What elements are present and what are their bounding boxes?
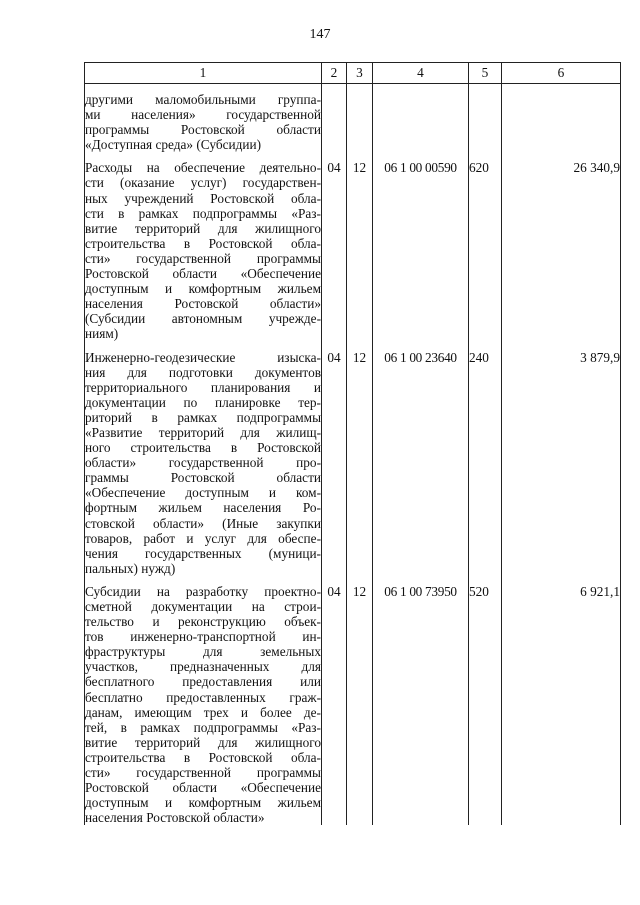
page-number: 147	[309, 27, 331, 42]
description-line: области» государственной про-	[85, 455, 321, 471]
section-code: 04	[322, 342, 347, 576]
column-header-1: 1	[85, 63, 322, 84]
row-description	[85, 152, 322, 341]
description-line: (Субсидии автономным учрежде-	[85, 311, 321, 327]
target-code: 06 1 00 00590	[373, 152, 469, 341]
description-line: строительства в Ростовской обла-	[85, 235, 321, 251]
description-line: сти» государственной программы	[85, 250, 321, 266]
budget-table	[84, 62, 621, 825]
column-header-4: 4	[373, 63, 469, 84]
description-line: ных учреждений Ростовской обла-	[85, 190, 321, 206]
description-line: фраструктуры для земельных	[85, 644, 321, 660]
column-header-5: 5	[469, 63, 502, 84]
target-code	[373, 84, 469, 153]
section-code: 04	[322, 152, 347, 341]
description-line: стовской области» (Иные закупки	[85, 515, 321, 531]
description-line: чения государственных (муници-	[85, 545, 321, 561]
section-code: 04	[322, 576, 347, 826]
expense-type-code: 620	[469, 152, 502, 341]
description-line: риторий в рамках подпрограммы	[85, 409, 321, 425]
description-line: строительства в Ростовской обла-	[85, 749, 321, 765]
description-line: ного строительства в Ростовской	[85, 440, 321, 456]
amount-value: 6 921,1	[502, 576, 621, 826]
description-line: граммы Ростовской области	[85, 470, 321, 486]
description-line: витие территорий для жилищного	[85, 734, 321, 750]
description-line: документации по планировке тер-	[85, 394, 321, 410]
description-line: территориального планирования и	[85, 379, 321, 395]
column-header-3: 3	[347, 63, 373, 84]
description-line: ниям)	[85, 326, 119, 342]
description-line: «Обеспечение доступным и ком-	[85, 485, 321, 501]
description-line: сти» государственной программы	[85, 765, 321, 781]
amount-value	[502, 84, 621, 153]
description-line: доступным и комфортным жильем	[85, 281, 321, 297]
row-description	[85, 84, 322, 153]
table-row	[85, 84, 621, 153]
table-row	[85, 342, 621, 576]
section-code	[322, 84, 347, 153]
description-line: сти (оказание услуг) государствен-	[85, 175, 321, 191]
description-line: товаров, работ и услуг для обеспе-	[85, 530, 321, 546]
description-line: Ростовской области «Обеспечение	[85, 780, 321, 796]
description-line: бесплатно предоставленных граж-	[85, 689, 321, 705]
row-description	[85, 342, 322, 576]
amount-value: 3 879,9	[502, 342, 621, 576]
description-line: пальных) нужд)	[85, 560, 176, 576]
description-line: тельство и реконструкцию объек-	[85, 614, 321, 630]
target-code: 06 1 00 23640	[373, 342, 469, 576]
description-line: тов инженерно-транспортной ин-	[85, 629, 321, 645]
description-line: «Развитие территорий для жилищ-	[85, 424, 321, 440]
description-line: тей, в рамках подпрограммы «Раз-	[85, 719, 321, 735]
description-line: Субсидии на разработку проектно-	[85, 583, 321, 599]
description-line: другими маломобильными группа-	[85, 92, 321, 107]
subsection-code	[347, 84, 373, 153]
description-line: фортным жильем населения Ро-	[85, 500, 321, 516]
description-line: ми населения» государственной	[85, 107, 321, 123]
table-row	[85, 152, 621, 341]
subsection-code: 12	[347, 576, 373, 826]
description-line: участков, предназначенных для	[85, 659, 321, 675]
row-description	[85, 576, 322, 826]
description-line: Ростовской области «Обеспечение	[85, 266, 321, 282]
description-line: программы Ростовской области	[85, 122, 321, 138]
description-line: бесплатного предоставления или	[85, 674, 321, 690]
table-body	[85, 84, 621, 826]
description-line: населения Ростовской области»	[85, 296, 321, 312]
target-code: 06 1 00 73950	[373, 576, 469, 826]
description-line: сти в рамках подпрограммы «Раз-	[85, 205, 321, 221]
description-line: «Доступная среда» (Субсидии)	[85, 137, 262, 153]
column-header-6: 6	[502, 63, 621, 84]
expense-type-code	[469, 84, 502, 153]
description-line: данам, имеющим трех и более де-	[85, 704, 321, 720]
subsection-code: 12	[347, 342, 373, 576]
expense-type-code: 240	[469, 342, 502, 576]
description-line: витие территорий для жилищного	[85, 220, 321, 236]
description-line: ния для подготовки документов	[85, 364, 321, 380]
description-line: сметной документации на строи-	[85, 599, 321, 614]
description-line: доступным и комфортным жильем	[85, 795, 321, 811]
description-line: Инженерно-геодезические изыска-	[85, 349, 321, 365]
description-line: Расходы на обеспечение деятельно-	[85, 160, 321, 176]
expense-type-code: 520	[469, 576, 502, 826]
column-header-2: 2	[322, 63, 347, 84]
description-line: населения Ростовской области»	[85, 810, 265, 826]
subsection-code: 12	[347, 152, 373, 341]
table-header	[85, 63, 621, 84]
amount-value: 26 340,9	[502, 152, 621, 341]
table-row	[85, 576, 621, 826]
